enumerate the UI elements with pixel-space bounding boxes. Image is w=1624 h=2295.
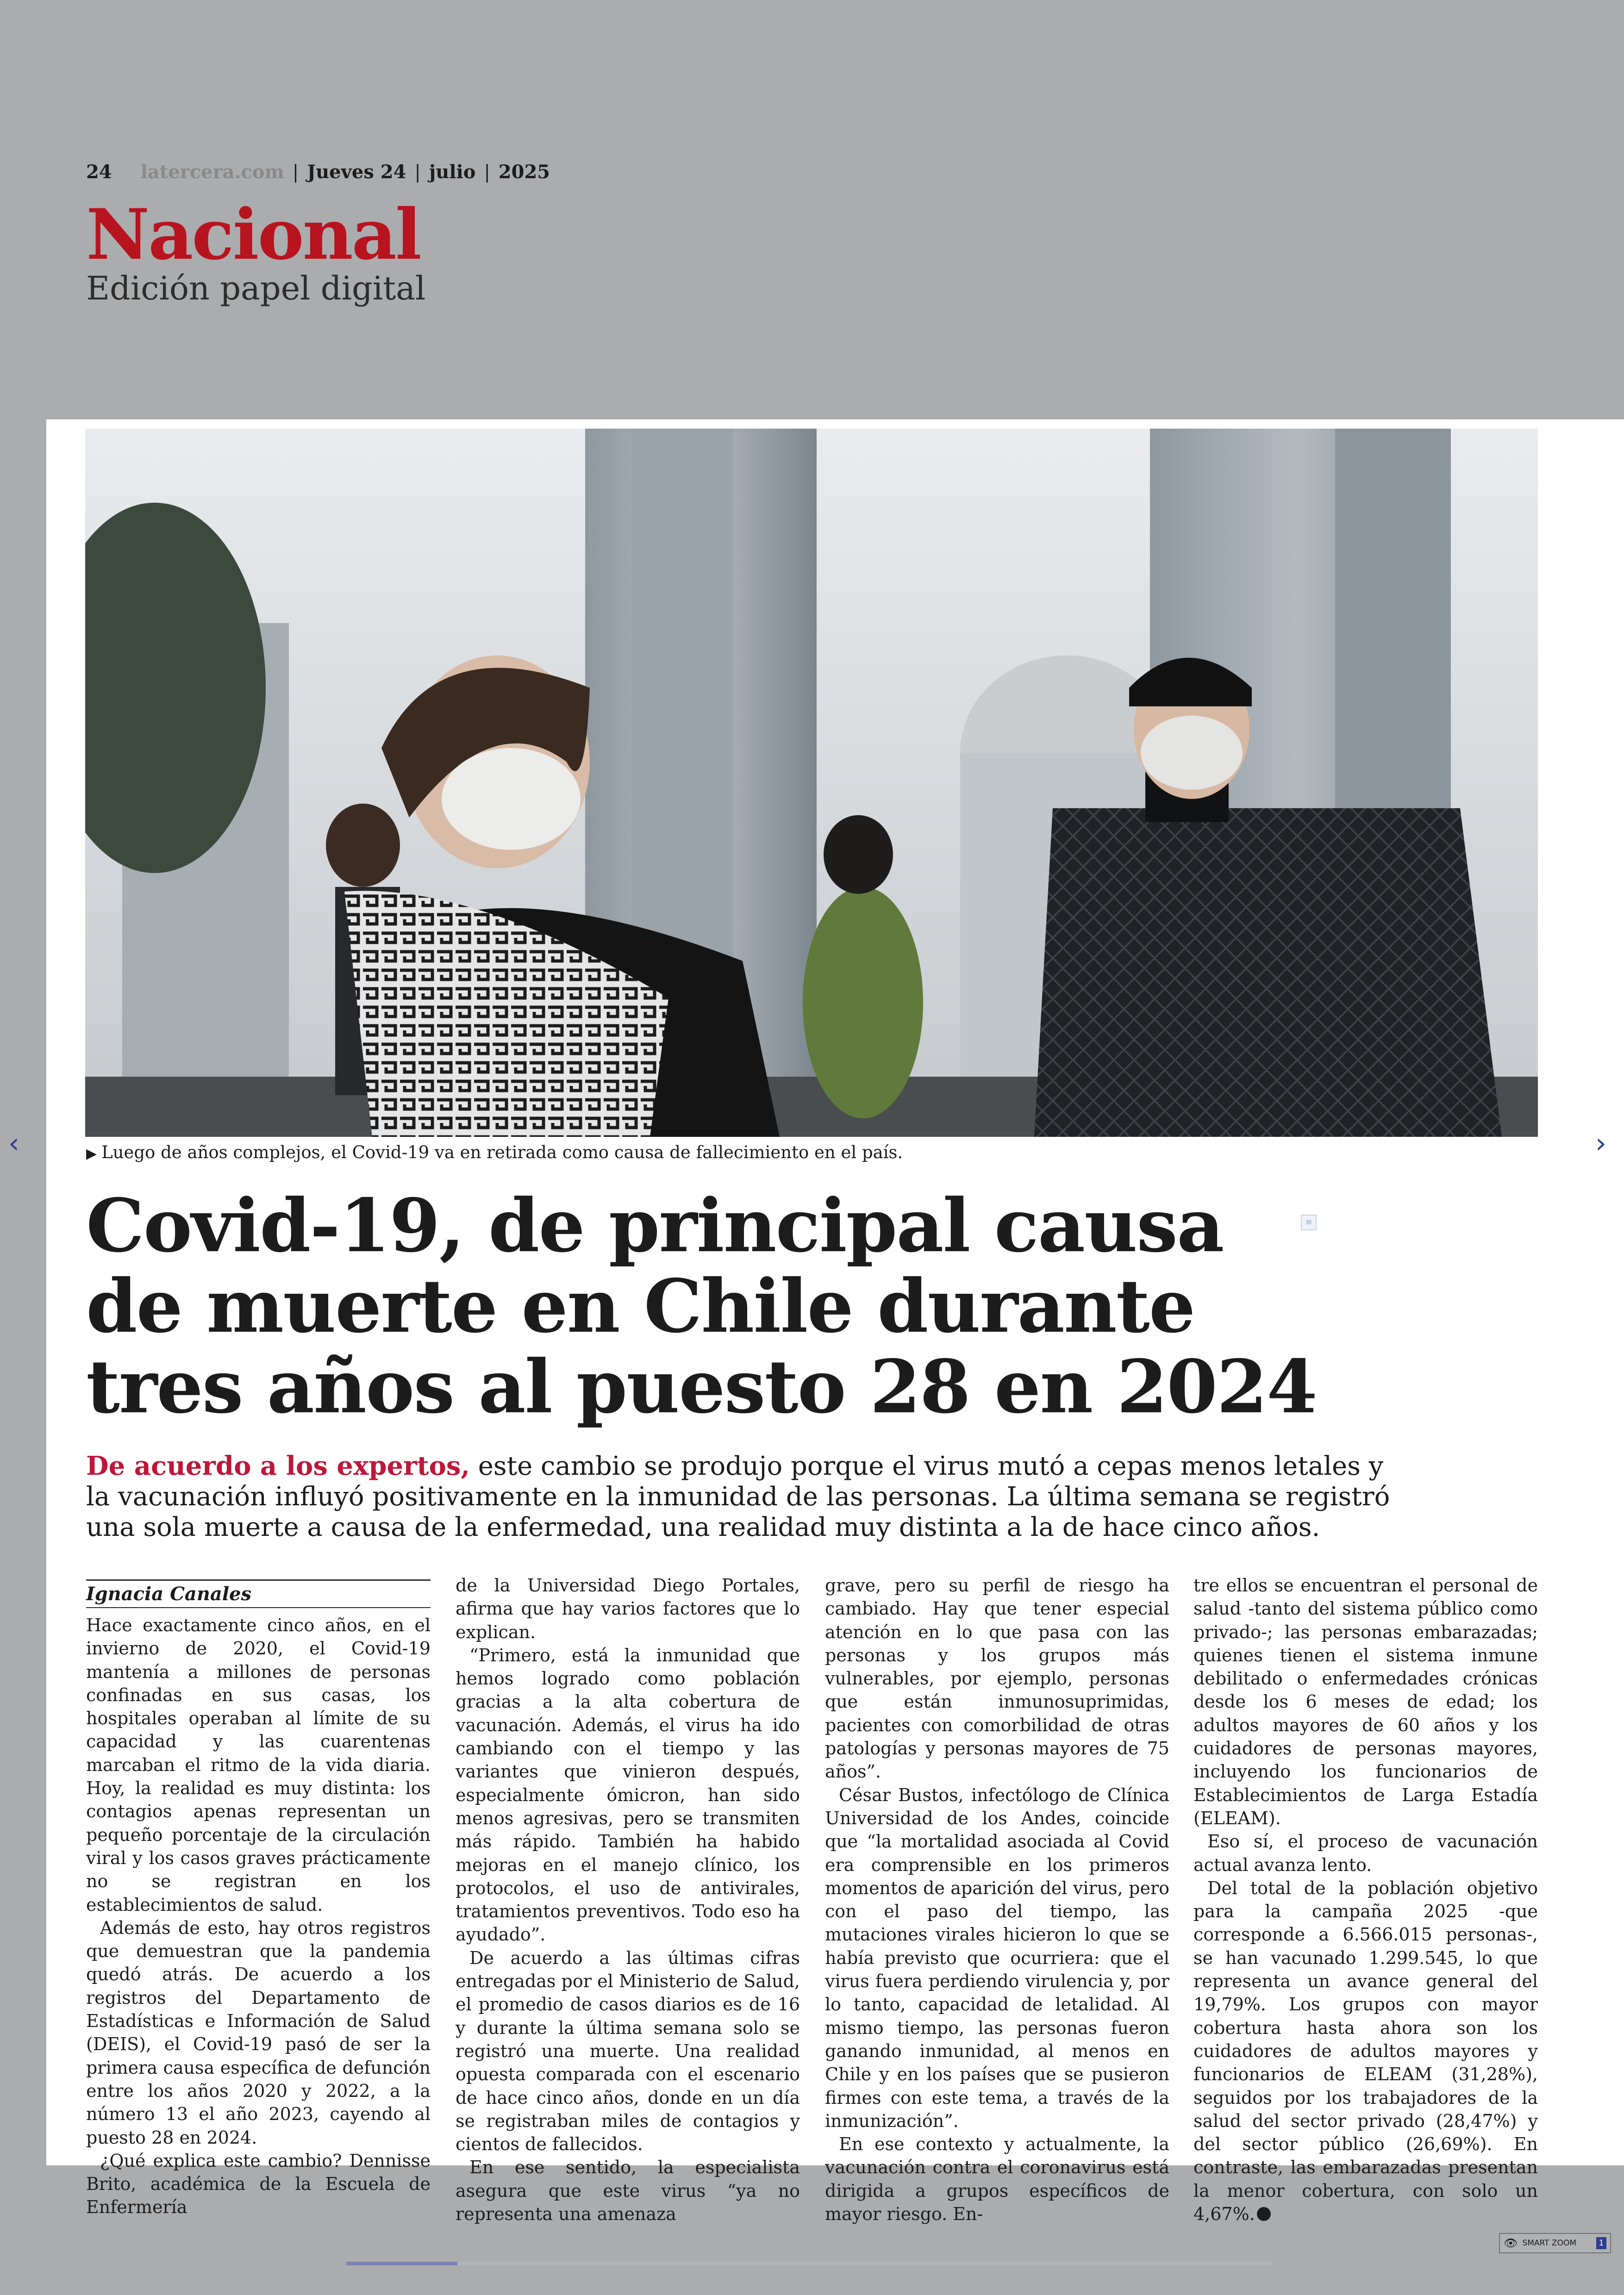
end-of-article-bullet-icon (1257, 2207, 1271, 2221)
article-column-4 (1193, 1574, 1538, 2226)
headline-line: de muerte en Chile durante (86, 1264, 1195, 1349)
byline-divider (86, 1607, 431, 1608)
newspaper-page (46, 419, 1624, 2225)
headline-line: tres años al puesto 28 en 2024 (86, 1344, 1317, 1430)
page-progress-bar[interactable] (346, 2262, 1272, 2265)
caption-text: Luego de años complejos, el Covid-19 va en retirada como causa de fallecimiento en el país. (101, 1142, 903, 1162)
issue-year: 2025 (498, 161, 550, 183)
lead-kicker: De acuerdo a los expertos, (86, 1451, 470, 1481)
byline-divider (86, 1579, 431, 1581)
masked-pedestrians-photo (85, 429, 1538, 1137)
paragraph: Del total de la población objetivo para la campaña 2025 -que corresponde a 6.566.015 personas-, se han vacunado 1.299.545, lo que representa un avance general del 19,79%. Los grupos con mayor cobertura hasta ahora son los cuidadores de adultos mayores y funcionarios de ELEAM (31,28%), seguidos por los trabajadores de la salud del sector privado (28,47%) y del sector público (26,69%). En contraste, las embarazadas presentan la menor cobertura, con solo un 4,67%. (1193, 1877, 1538, 2225)
article-lead (86, 1451, 1390, 1543)
photo-caption (86, 1142, 903, 1162)
paragraph: En ese contexto y actualmente, la vacunación contra el coronavirus está dirigida a grupos específicos de mayor riesgo. En- (825, 2134, 1169, 2225)
paragraph: Eso sí, el proceso de vacunación actual avanza lento. (1193, 1831, 1538, 1875)
paragraph: En ese sentido, la especialista asegura que este virus “ya no representa una amenaza (456, 2157, 800, 2225)
lead-line: una sola muerte a causa de la enfermedad, una realidad muy distinta a la de hace cinco años. (86, 1512, 1320, 1542)
paragraph: tre ellos se encuentran el personal de salud -tanto del sistema público como privado-; las personas embarazadas; quienes tienen el sistema inmune debilitado o enfermedades crónicas desde los 6 meses de edad; los adultos mayores de 60 años y los cuidadores de personas mayores, incluyendo los funcionarios de Establecimientos de Larga Estadía (ELEAM). (1193, 1575, 1538, 1828)
page-header-meta: 24 latercera.com | Jueves 24 | julio | 2025 (86, 161, 550, 183)
paragraph: César Bustos, infectólogo de Clínica Universidad de los Andes, coincide que “la mortalidad asociada al Covid era comprensible en los primeros momentos de aparición del virus, pero con el paso del tiempo, las mutaciones virales hicieron lo que se había previsto que ocurriera: que el virus fuera perdiendo virulencia y, por lo tanto, capacidad de letalidad. Al mismo tiempo, las personas fueron ganando inmunidad, al menos en Chile y en los países que se pusieron firmes con este tema, a través de la inmunización”. (825, 1784, 1169, 2131)
headline-line: Covid-19, de principal causa (86, 1183, 1224, 1269)
smart-zoom-page-number: 1 (1596, 2237, 1606, 2249)
paragraph: “Primero, está la inmunidad que hemos logrado como población gracias a la alta cobertura de vacunación. Además, el virus ha ido cambiando con el tiempo y las variantes que vinieron después, especialmente ómicron, han sido menos agresivas, pero se transmiten más rápido. También ha habido mejoras en el manejo clínico, los protocolos, el uso de antivirales, tratamientos preventivos. Todo eso ha ayudado”. (456, 1645, 800, 1945)
page-number: 24 (86, 161, 112, 183)
paragraph: ¿Qué explica este cambio? Dennisse Brito, académica de la Escuela de Enfermería (86, 2150, 431, 2218)
smart-zoom-label: SMART ZOOM (1522, 2239, 1576, 2248)
edition-subtitle: Edición papel digital (86, 269, 426, 307)
section-title: Nacional (86, 194, 420, 275)
lead-line: la vacunación influyó positivamente en la inmunidad de las personas. La última semana se registró (86, 1482, 1390, 1512)
lead-line: este cambio se produjo porque el virus mutó a cepas menos letales y (469, 1451, 1384, 1481)
paragraph: Hace exactamente cinco años, en el invierno de 2020, el Covid-19 mantenía a millones de personas confinadas en sus casas, los hospitales operaban al límite de su capacidad y las cuarentenas marcaban el ritmo de la vida diaria. Hoy, la realidad es muy distinta: los contagios apenas representan un pequeño porcentaje de la circulación viral y los casos graves prácticamente no se registran en los establecimientos de salud. (86, 1615, 431, 1915)
paragraph: grave, pero su perfil de riesgo ha cambiado. Hay que tener especial atención en lo que pasa con las personas y los grupos más vulnerables, por ejemplo, personas que están inmunosuprimidas, pacientes con comorbilidad de otras patologías y personas mayores de 75 años”. (825, 1575, 1169, 1782)
article-column-3 (825, 1574, 1169, 2226)
issue-day: Jueves 24 (307, 161, 406, 183)
next-page-button[interactable]: › (1595, 1127, 1606, 1160)
author-byline: Ignacia Canales (86, 1583, 251, 1605)
eye-icon: 👁 (1504, 2237, 1518, 2250)
site-name: latercera.com (140, 161, 284, 183)
article-column-1 (86, 1614, 431, 2219)
previous-page-button[interactable]: ‹ (8, 1127, 19, 1160)
paragraph: Además de esto, hay otros registros que demuestran que la pandemia quedó atrás. De acuerdo a los registros del Departamento de Estadísticas e Información de Salud (DEIS), el Covid-19 pasó de ser la primera causa específica de defunción entre los años 2020 y 2022, a la número 13 el año 2023, cayendo al puesto 28 en 2024. (86, 1917, 431, 2148)
page-progress-fill (346, 2262, 457, 2265)
paragraph: De acuerdo a las últimas cifras entregadas por el Ministerio de Salud, el promedio de casos diarios es de 16 y durante la última semana solo se registró una muerte. Una realidad opuesta comparada con el escenario de hace cinco años, donde en un día se registraban miles de contagios y cientos de fallecidos. (456, 1947, 800, 2155)
article-photo (85, 429, 1538, 1137)
paragraph: de la Universidad Diego Portales, afirma que hay varios factores que lo explican. (456, 1575, 800, 1642)
article-icon[interactable]: ≡ (1301, 1215, 1317, 1230)
smart-zoom-button[interactable] (1499, 2233, 1611, 2253)
issue-month: julio (429, 161, 476, 183)
article-headline (86, 1183, 1317, 1430)
caption-triangle-icon: ▶ (86, 1146, 97, 1162)
article-column-2 (456, 1574, 800, 2226)
